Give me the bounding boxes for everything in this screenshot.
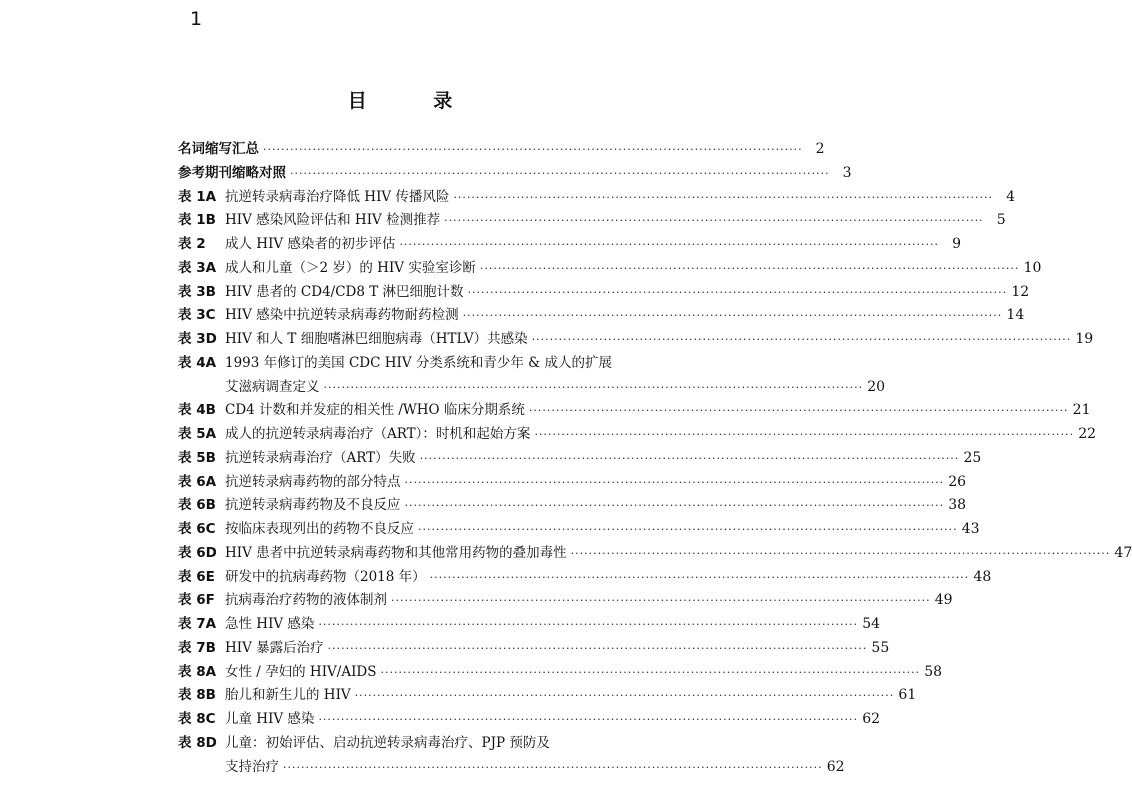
toc-entry-page-number: 12 (1011, 283, 1030, 300)
dot-leader: ························································································································ (534, 428, 1075, 441)
toc-entry-page-number: 55 (871, 639, 890, 656)
toc-entry-label: 表 6C (178, 521, 216, 537)
toc-entry-text: 儿童：初始评估、启动抗逆转录病毒治疗、PJP 预防及 (225, 734, 550, 751)
toc-entry-label: 表 6F (178, 592, 215, 609)
toc-entry-page-number: 20 (867, 378, 886, 395)
dot-leader: ························································································································ (419, 451, 960, 465)
dot-leader: ························································································································ (354, 689, 895, 703)
dot-leader: ························································································································ (429, 570, 970, 584)
toc-entry-page-number: 21 (1072, 402, 1091, 419)
toc-entry-text: 抗逆转录病毒治疗（ART）失败 (225, 449, 416, 466)
toc-entry-page-number: 25 (963, 449, 982, 466)
toc-entry (178, 661, 943, 685)
toc-entry-label: 表 8A (178, 663, 217, 680)
toc-entry-page-number: 58 (924, 663, 943, 680)
toc-entry (178, 756, 845, 780)
toc-entry (178, 732, 618, 756)
toc-entry (178, 423, 1097, 447)
dot-leader: ························································································································ (444, 214, 984, 228)
dot-leader: ························································································································ (318, 713, 859, 726)
toc-entry-text: 抗逆转录病毒药物的部分特点 (225, 473, 401, 490)
toc-entry-text: 研发中的抗病毒药物（2018 年） (225, 568, 426, 585)
toc-entry (178, 471, 967, 495)
toc-entry (178, 708, 881, 732)
toc-entry-label: 表 3B (178, 283, 216, 300)
toc-entry-page-number: 38 (948, 497, 967, 514)
toc-entry-page-number: 49 (934, 592, 953, 609)
toc-entry (178, 257, 1042, 281)
toc-entry (178, 352, 618, 376)
toc-entry-label: 表 7B (178, 639, 216, 656)
toc-entry (178, 684, 917, 708)
dot-leader: ························································································································ (318, 618, 859, 631)
toc-entry-label: 表 6D (178, 544, 217, 561)
toc-entry-page-number: 3 (842, 164, 852, 181)
toc-entry-page-number: 2 (815, 141, 825, 157)
dot-leader: ························································································································ (327, 641, 868, 655)
toc-entry-page-number: 62 (862, 711, 881, 727)
toc-entry (178, 162, 852, 186)
dot-leader: ························································································································ (404, 499, 945, 513)
dot-leader: ························································································································ (283, 760, 823, 774)
dot-leader: ························································································································ (528, 404, 1069, 418)
toc-entry-page-number: 14 (1006, 307, 1025, 324)
toc-entry-text: 艾滋病调查定义 (225, 378, 320, 395)
toc-entry-page-number: 54 (862, 616, 881, 632)
toc-entry (178, 328, 1094, 352)
toc-entry-page-number: 4 (1006, 188, 1016, 205)
toc-entry-text: HIV 和人 T 细胞嗜淋巴细胞病毒（HTLV）共感染 (225, 331, 528, 347)
toc-entry-text: CD4 计数和并发症的相关性 /WHO 临床分期系统 (225, 402, 525, 419)
toc-entry-page-number: 19 (1075, 331, 1094, 347)
toc-entry (178, 281, 1030, 305)
toc-entry (178, 233, 962, 257)
toc-entry (178, 566, 992, 590)
toc-entry-page-number: 62 (826, 758, 845, 775)
toc-entry (178, 209, 1006, 233)
toc-entry-text: 抗逆转录病毒药物及不良反应 (225, 497, 401, 514)
toc-title: 目 录 (347, 90, 483, 112)
dot-leader: ························································································································ (467, 285, 1008, 299)
toc-entry (178, 376, 886, 400)
toc-entry-text: 胎儿和新生儿的 HIV (225, 687, 351, 704)
toc-entry-page-number: 61 (898, 687, 917, 704)
toc-entry-text: 成人 HIV 感染者的初步评估 (225, 236, 396, 252)
toc-entry (178, 447, 982, 471)
toc-entry-text: HIV 暴露后治疗 (225, 639, 324, 656)
toc-entry-label: 表 1B (178, 212, 216, 229)
toc-entry-label: 表 7A (178, 616, 217, 632)
toc-entry (178, 186, 1016, 210)
toc-entry-text: 名词缩写汇总 (178, 141, 259, 157)
toc-entry-label: 表 8C (178, 711, 216, 727)
toc-entry-label: 表 5A (178, 426, 217, 442)
toc-entry-text: 成人和儿童（＞2 岁）的 HIV 实验室诊断 (225, 259, 476, 276)
toc-entry (178, 399, 1091, 423)
toc-entry-page-number: 10 (1023, 259, 1042, 276)
toc-entry-label: 表 5B (178, 449, 216, 466)
toc-entry-page-number: 43 (961, 521, 980, 537)
toc-entry (178, 589, 953, 613)
dot-leader: ························································································································ (290, 166, 830, 180)
toc-entry-label: 表 4B (178, 402, 216, 419)
toc-entry-text: 抗逆转录病毒治疗降低 HIV 传播风险 (225, 188, 450, 205)
toc-entry-label: 表 1A (178, 188, 217, 205)
toc-entry-text: 抗病毒治疗药物的液体制剂 (225, 592, 387, 609)
toc-entry-text: 急性 HIV 感染 (225, 616, 315, 632)
dot-leader: ························································································································ (453, 190, 994, 204)
toc-entry-text: HIV 感染风险评估和 HIV 检测推荐 (225, 212, 441, 229)
toc-entry (178, 304, 1025, 328)
toc-entry-label: 表 8B (178, 687, 216, 704)
toc-entry-text: 女性 / 孕妇的 HIV/AIDS (225, 663, 377, 680)
toc-entry-text: HIV 感染中抗逆转录病毒药物耐药检测 (225, 307, 459, 324)
toc-entry-page-number: 26 (948, 473, 967, 490)
toc-entry-page-number: 5 (996, 212, 1006, 229)
toc-entry-label: 表 6A (178, 473, 217, 490)
toc-entry-text: 1993 年修订的美国 CDC HIV 分类系统和青少年 & 成人的扩展 (225, 354, 612, 371)
dot-leader: ························································································································ (531, 333, 1072, 346)
dot-leader: ························································································································ (399, 238, 940, 251)
toc-entry-label: 表 2 (178, 236, 206, 252)
toc-entry-text: 按临床表现列出的药物不良反应 (225, 521, 414, 537)
dot-leader: ························································································································ (263, 143, 803, 156)
toc-entry (178, 494, 967, 518)
toc-entry (178, 613, 881, 637)
dot-leader: ························································································································ (462, 309, 1003, 323)
toc-entry (178, 542, 1132, 566)
toc-entry-text: 儿童 HIV 感染 (225, 711, 315, 727)
toc-entry-label: 表 3D (178, 331, 217, 347)
toc-entry-label: 表 8D (178, 734, 217, 751)
toc-entry-text: 成人的抗逆转录病毒治疗（ART）：时机和起始方案 (225, 426, 531, 442)
toc-entry-page-number: 22 (1078, 426, 1097, 442)
dot-leader: ························································································································ (570, 546, 1111, 560)
dot-leader: ························································································································ (323, 380, 864, 394)
toc-entry-text: HIV 患者的 CD4/CD8 T 淋巴细胞计数 (225, 283, 464, 300)
toc-entry-label: 表 4A (178, 354, 217, 371)
toc-entry (178, 637, 890, 661)
toc-list (178, 138, 1132, 779)
toc-entry-text: 参考期刊缩略对照 (178, 164, 286, 181)
dot-leader: ························································································································ (404, 475, 945, 489)
page-folio: 1 (190, 8, 203, 30)
toc-entry-text: 支持治疗 (225, 758, 279, 775)
dot-leader: ························································································································ (418, 523, 958, 536)
dot-leader: ························································································································ (380, 665, 921, 679)
toc-entry-page-number: 9 (952, 236, 962, 252)
dot-leader: ························································································································ (391, 594, 931, 608)
dot-leader: ························································································································ (479, 261, 1020, 275)
toc-entry-page-number: 47 (1114, 544, 1132, 561)
toc-entry-label: 表 3A (178, 259, 217, 276)
toc-entry (178, 518, 980, 542)
toc-entry-text: HIV 患者中抗逆转录病毒药物和其他常用药物的叠加毒性 (225, 544, 567, 561)
toc-entry (178, 138, 825, 162)
toc-entry-label: 表 6B (178, 497, 216, 514)
toc-entry-label: 表 3C (178, 307, 216, 324)
toc-entry-label: 表 6E (178, 568, 215, 585)
toc-entry-page-number: 48 (973, 568, 992, 585)
